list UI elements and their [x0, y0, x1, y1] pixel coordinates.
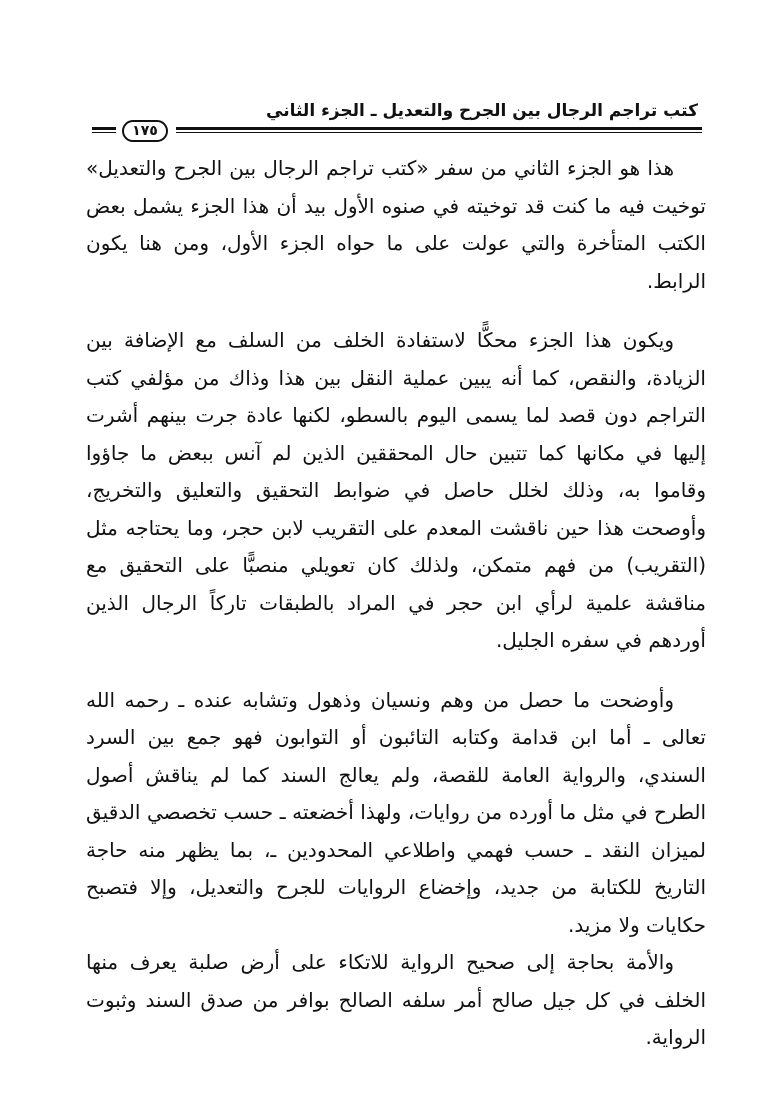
header-rule: [92, 120, 702, 142]
paragraph-3: وأوضحت ما حصل من وهم ونسيان وذهول وتشابه عنده ـ رحمه الله تعالى ـ أما ابن قدامة وكتابه التائبون أو التوابون فهو جمع بين السرد السندي، والرواية العامة للقصة، ولم يعالج السند كما لم يناقش أصول الطرح في مثل ما أورده من روايات، ولهذا أخضعته ـ حسب تخصصي الدقيق لميزان النقد ـ حسب فهمي واطلاعي المحدودين ـ، بما يظهر منه حاجة التاريخ للكتابة من جديد، وإخضاع الروايات للجرح والتعديل، وإلا فتصبح حكايات ولا مزيد.: [86, 687, 706, 937]
rule-short-thin: [92, 132, 116, 133]
rule-short-thick: [92, 127, 116, 130]
running-title: كتب تراجم الرجال بين الجرح والتعديل ـ الجزء الثاني: [266, 101, 698, 121]
rule-long-thin: [176, 132, 702, 133]
paragraph-1: هذا هو الجزء الثاني من سفر «كتب تراجم الرجال بين الجرح والتعديل» توخيت فيه ما كنت قد توخيته في صنوه الأول بيد أن هذا الجزء يشمل بعض الكتب المتأخرة والتي عولت على ما حواه الجزء الأول، ومن هنا يكون الرابط.: [86, 156, 706, 293]
body-text: [86, 150, 706, 1057]
paragraph-4: والأمة بحاجة إلى صحيح الرواية للاتكاء على أرض صلبة يعرف منها الخلف في كل جيل صالح أمر سلفه الصالح بوافر من صدق السند وثبوت الرواية.: [86, 950, 706, 1049]
page-number: ١٧٥: [122, 120, 168, 142]
paragraph-2: ويكون هذا الجزء محكًّا لاستفادة الخلف من السلف مع الإضافة بين الزيادة، والنقص، كما أنه يبين عملية النقل بين هذا وذاك من مؤلفي كتب التراجم دون قصد لما يسمى اليوم بالسطو، لكنها عادة جرت بينهم أشرت إليها في مكانها كما تتبين حال المحققين الذين لم آنس ببعض ما جاؤوا وقاموا به، وذلك لخلل حاصل في ضوابط التحقيق والتعليق والتخريج، وأوصحت هذا حين ناقشت المعدم على التقريب لابن حجر، وما يحتاجه مثل (التقريب) من فهم متمكن، ولذلك كان تعويلي منصبًّا على التحقيق مع مناقشة علمية لرأي ابن حجر في المراد بالطبقات تاركاً الرجال الذين أوردهم في سفره الجليل.: [86, 328, 706, 652]
rule-long-thick: [176, 127, 702, 130]
